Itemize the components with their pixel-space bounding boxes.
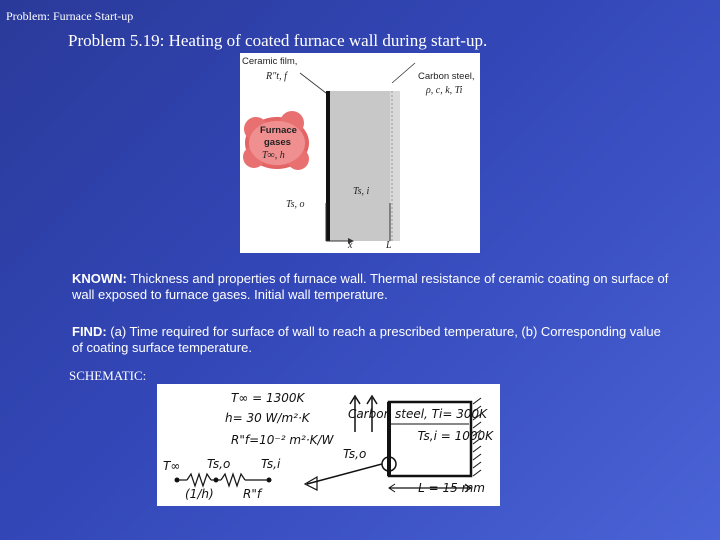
ceramic-film-label: Ceramic film, xyxy=(242,56,298,67)
ts-i-label: Ts, i xyxy=(353,186,370,197)
wall-diagram xyxy=(240,53,480,253)
furnace-gases-line1: Furnace xyxy=(260,125,297,136)
ts-o-label: Ts, o xyxy=(286,199,305,210)
carbon-steel-props: ρ, c, k, Ti xyxy=(426,85,463,96)
find-text: (a) Time required for surface of wall to reach a prescribed temperature, (b) Corresponding value of coating surface temperature. xyxy=(72,324,661,355)
known-text: Thickness and properties of furnace wall. Thermal resistance of ceramic coating on surface of wall exposed to furnace gases. Initial wall temperature. xyxy=(72,271,669,302)
l-value: L = 15 mm xyxy=(418,481,485,495)
find-section xyxy=(72,324,672,356)
carbon-steel-value: Carbon steel, Ti= 300K xyxy=(347,407,487,421)
h-value: h= 30 W/m²·K xyxy=(225,411,310,425)
rf-value: R"f=10⁻² m²·K/W xyxy=(231,433,334,447)
resistance-f: R"f xyxy=(243,487,262,501)
schematic-svg xyxy=(157,384,500,506)
find-label: FIND: xyxy=(72,324,107,339)
schematic-diagram xyxy=(157,384,500,506)
schematic-label: SCHEMATIC: xyxy=(69,368,147,383)
ceramic-film xyxy=(326,91,330,241)
ts-i-value: Ts,i = 1000K xyxy=(417,429,493,443)
node-tinf: T∞ xyxy=(163,459,181,473)
node-tso: Ts,o xyxy=(207,457,231,471)
known-section xyxy=(72,271,672,303)
carbon-steel-label: Carbon steel, xyxy=(418,71,475,82)
ts-o-label: Ts,o xyxy=(343,447,367,461)
node-tsi: Ts,i xyxy=(261,457,281,471)
furnace-gases-line3: T∞, h xyxy=(262,150,285,161)
known-label: KNOWN: xyxy=(72,271,127,286)
t-inf-value: T∞ = 1300K xyxy=(231,391,305,405)
resistance-h: (1/h) xyxy=(185,487,214,501)
steel-wall xyxy=(328,91,393,241)
wall-edge-texture xyxy=(390,91,400,241)
ceramic-film-symbol: R"t, f xyxy=(266,71,287,82)
wall-diagram-svg xyxy=(240,53,480,253)
l-label: L xyxy=(386,240,392,251)
furnace-gases-line2: gases xyxy=(264,137,291,148)
thermal-circuit xyxy=(177,474,269,486)
header-label: Problem: Furnace Start-up xyxy=(6,9,134,23)
page-title: Problem 5.19: Heating of coated furnace wall during start-up. xyxy=(68,31,488,50)
x-axis-label: x xyxy=(348,240,353,251)
